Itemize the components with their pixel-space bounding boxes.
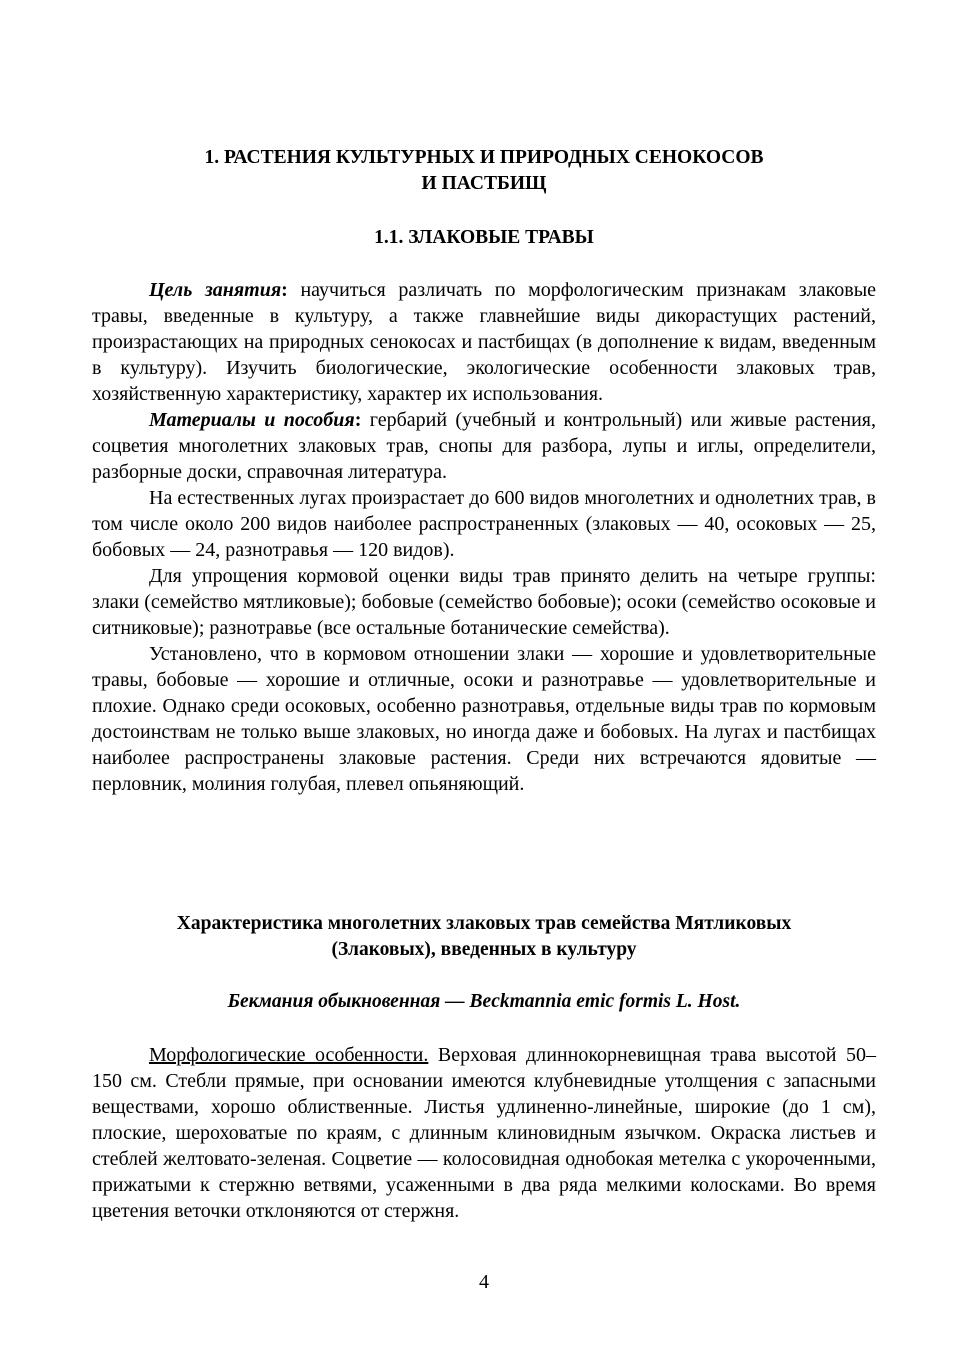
- goal-text: научиться различать по морфологическим признакам злаковые травы, введенные в культуру, а также главнейшие виды дикорастущих растений, произрастающих на природных сенокосах и пастбищах (в дополнение к видам, введенным в культуру). Изучить биологические, экологические особенности злаковых трав, хозяйственную характеристику, характер их использования.: [92, 279, 877, 405]
- goal-label: Цель занятия: [149, 279, 282, 301]
- goal-paragraph: [92, 277, 876, 407]
- morphology-body: [92, 1042, 876, 1224]
- paragraph: Для упрощения кормовой оценки виды трав принято делить на четыре группы: злаки (семейство мятликовые); бобовые (семейство бобовые); осоки (семейство осоковые и ситниковые); разнотравье (все остальные ботанические семейства).: [92, 565, 876, 639]
- section-subtitle: 1.1. ЗЛАКОВЫЕ ТРАВЫ: [374, 227, 594, 248]
- intro-body: [92, 277, 876, 797]
- morphology-paragraph: [92, 1042, 876, 1224]
- materials-label: Материалы и пособия: [149, 409, 355, 431]
- chapter-title-line-2: И ПАСТБИЩ: [421, 173, 547, 194]
- materials-text: гербарий (учебный и контрольный) или живые растения, соцветия многолетних злаковых трав, снопы для разбора, лупы и иглы, определители, разборные доски, справочная литература.: [92, 409, 876, 483]
- materials-paragraph: [92, 407, 876, 485]
- characteristics-heading-line-1: Характеристика многолетних злаковых трав семейства Мятликовых: [176, 913, 792, 934]
- morphology-text: Верховая длиннокорневищная трава высотой 50–150 см. Стебли прямые, при основании имеются клубневидные утолщения с запасными веществами, хорошо облиственные. Листья удлиненно-линейные, широкие (до 1 см), плоские, шероховатые по краям, с длинным клиновидным язычком. Окраска листьев и стеблей желтовато-зеленая. Соцветие — колосовидная однобокая метелка с укороченными, прижатыми к стержню ветвями, усаженными в два ряда мелкими колосками. Во время цветения веточки отклоняются от стержня.: [92, 1044, 876, 1222]
- characteristics-heading: [92, 911, 876, 963]
- page-number: 4: [479, 1271, 489, 1293]
- paragraph: На естественных лугах произрастает до 600 видов многолетних и однолетних трав, в том числе около 200 видов наиболее распространенных (злаковых — 40, осоковых — 25, бобовых — 24, разнотравья — 120 видов).: [92, 487, 876, 561]
- materials-colon: :: [354, 409, 362, 431]
- morphology-label: Морфологические особенности.: [149, 1044, 429, 1066]
- paragraph: Установлено, что в кормовом отношении злаки — хорошие и удовлетворительные травы, бобовые — хорошие и отличные, осоки и разнотравье — удовлетворительные и плохие. Однако среди осоковых, особенно разнотравья, отдельные виды трав по кормовым достоинствам не только выше злаковых, но иногда даже и бобовых. На лугах и пастбищах наиболее распространены злаковые растения. Среди них встречаются ядовитые — перловник, молиния голубая, плевел опьяняющий.: [92, 643, 876, 795]
- chapter-title-line-1: 1. РАСТЕНИЯ КУЛЬТУРНЫХ И ПРИРОДНЫХ СЕНОКОСОВ: [204, 147, 764, 168]
- chapter-title: [92, 145, 876, 197]
- characteristics-heading-line-2: (Злаковых), введенных в культуру: [331, 939, 637, 960]
- goal-colon: :: [281, 279, 288, 301]
- species-heading: Бекмания обыкновенная — Beckmannia emic formis L. Host.: [227, 991, 741, 1012]
